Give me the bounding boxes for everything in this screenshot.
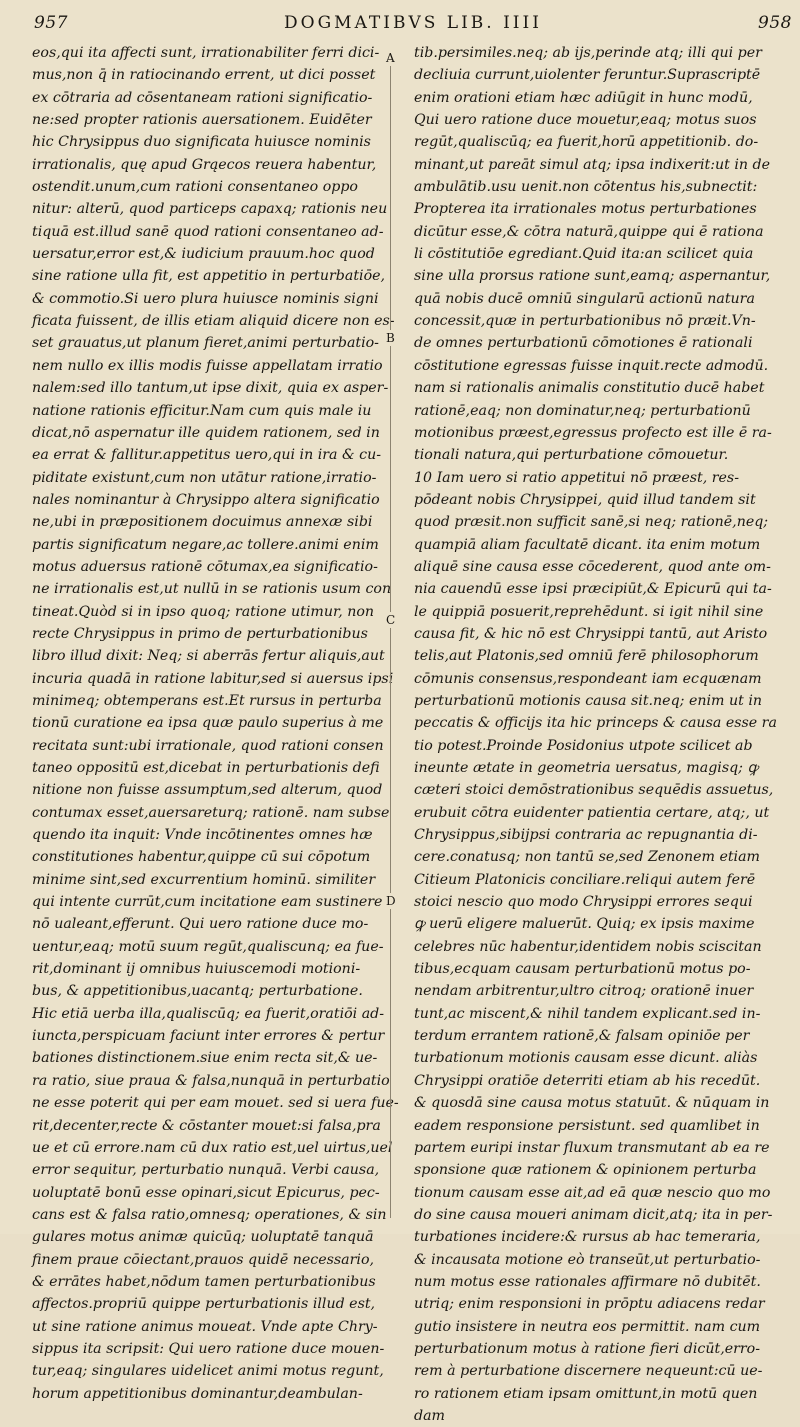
text-line: le quippiā posuerit,reprehēdunt. si igit nihil sine — [414, 603, 764, 620]
text-line: contumax esset,auersareturq; rationē. nam subse — [32, 804, 390, 821]
text-line: tionum causam esse ait,ad eā quæ nescio quo mo — [414, 1184, 771, 1201]
text-line: sine ratione ulla fit, est appetitio in perturbatiōe, — [32, 268, 386, 285]
text-line: terdum errantem rationē,& falsam opiniōe per — [414, 1028, 750, 1045]
text-line: rationē,eaq; non dominatur,neq; perturbationū — [414, 402, 751, 419]
text-line: nendam arbitrentur,ultro citroq; orationē inuer — [414, 983, 754, 1000]
page-header — [0, 6, 800, 40]
text-line: stoici nescio quo modo Chrysippi errores sequi — [414, 894, 753, 911]
text-line: mus,non q̄ in ratiocinando errent, ut dici posset — [32, 67, 376, 84]
text-line: tib.persimiles.neq; ab ijs,perinde atq; illi qui per — [414, 45, 762, 61]
text-line: irrationalis, quę apud Grąecos reuera habentur, — [32, 156, 377, 173]
text-line: nitur: alterū, quod particeps capaxq; rationis neu — [32, 201, 388, 218]
text-line: gutio insistere in neutra eos permittit. nam cum — [414, 1318, 761, 1335]
text-line: pōdeant nobis Chrysippei, quid illud tandem sit — [414, 491, 756, 508]
text-line: horum appetitionibus dominantur,deambulan- — [32, 1385, 363, 1402]
right-page-number: 958 — [758, 13, 792, 33]
text-line: cōmunis consensus,respondeant iam ecquænam — [414, 670, 762, 687]
text-line: eos,qui ita affecti sunt, irrationabiliter ferri dici- — [32, 45, 380, 61]
text-line: celebres nūc habentur,identidem nobis sciscitan — [414, 938, 762, 955]
text-line: telis,aut Platonis,sed omniū ferē philosophorum — [414, 648, 759, 665]
text-line: ne irrationalis est,ut nullū in se rationis usum con — [32, 581, 392, 598]
text-line: tiquā est.illud sanē quod rationi consentaneo ad- — [32, 223, 384, 240]
text-line: ne:sed propter rationis auersationem. Euidēter — [32, 112, 372, 129]
text-line: tur,eaq; singulares uidelicet animi motus regunt, — [32, 1363, 384, 1380]
text-line: Chrysippi oratiōe deterriti etiam ab his recedūt. — [414, 1072, 761, 1089]
text-line: minimeq; obtemperans est.Et rursus in perturba — [32, 692, 382, 709]
text-line: causa fit, & hic nō est Chrysippi tantū, aut Aristo — [414, 625, 768, 642]
text-line: sine ulla prorsus ratione sunt,eamq; aspernantur, — [414, 268, 771, 285]
text-line: libro illud dixit: Neq; si aberrās fertur aliquis,aut — [32, 648, 385, 665]
text-line: decliuia currunt,uiolenter feruntur.Suprascriptē — [414, 67, 761, 84]
text-line: nem nullo ex illis modis fuisse appellatam irratio — [32, 357, 383, 374]
text-line: finem praue cōiectant,prauos quidē necessario, — [32, 1251, 375, 1268]
text-line: perturbationū motionis causa sit.neq; enim ut in — [414, 692, 763, 709]
text-line: ne esse poterit qui per eam mouet. sed si uera fue- — [32, 1095, 399, 1112]
margin-letter-d: D — [386, 894, 396, 908]
text-line: partem euripi instar fluxum transmutant ab ea re — [414, 1139, 770, 1156]
text-line: ra ratio, siue praua & falsa,nunquā in perturbatio — [32, 1072, 390, 1089]
text-line: li cōstitutiōe egrediant.Quid ita:an scilicet quia — [414, 246, 754, 263]
text-line: dicat,nō aspernatur ille quidem rationem, sed in — [32, 424, 380, 441]
text-line: ex cōtraria ad cōsentaneam rationi significatio- — [32, 89, 373, 106]
text-line: ficata fuissent, de illis etiam aliquid dicere non es- — [32, 313, 395, 330]
text-line: concessit,quæ in perturbationibus nō præit.Vn- — [414, 313, 756, 330]
text-line: eadem responsione persistunt. sed quamlibet in — [414, 1117, 760, 1134]
text-line: & quosdā sine causa motus statuūt. & nūquam in — [414, 1095, 770, 1112]
text-line: Citieum Platonicis conciliare.reliqui autem ferē — [414, 871, 756, 888]
text-line: dam — [414, 1407, 445, 1424]
text-line: dicūtur esse,& cōtra naturā,quippe qui ē rationa — [414, 223, 764, 240]
margin-letter-a: A — [386, 51, 395, 65]
text-line: aliquē sine causa esse cōcederent, quod ante om- — [414, 558, 771, 575]
text-line: nales nominantur à Chrysippo altera significatio — [32, 491, 380, 508]
margin-letter-c: C — [386, 613, 396, 627]
text-line: Qui uero ratione duce mouetur,eaq; motus suos — [414, 112, 757, 129]
text-line: Propterea ita irrationales motus perturbationes — [414, 201, 757, 218]
text-line: recitata sunt:ubi irrationale, quod rationi consen — [32, 737, 384, 754]
text-line: turbationum motionis causam esse dicunt. aliàs — [414, 1050, 758, 1067]
column-divider — [390, 58, 391, 1218]
text-line: uersatur,error est,& iudicium prauum.hoc quod — [32, 246, 375, 263]
text-line: sponsione quæ rationem & opinionem perturba — [414, 1162, 757, 1179]
text-line: tunt,ac miscent,& nihil tandem explicant.sed in- — [414, 1005, 761, 1022]
text-line: enim orationi etiam hæc adiūgit in hunc modū, — [414, 89, 753, 106]
text-line: incuria quadā in ratione labitur,sed si auersus ipsi — [32, 670, 394, 687]
text-line: error sequitur, perturbatio nunquā. Verbi causa, — [32, 1162, 380, 1179]
text-line: nia cauendū esse ipsi præcipiūt,& Epicurū qui ta- — [414, 581, 772, 598]
text-line: quendo ita inquit: Vnde incōtinentes omnes hæ — [32, 827, 373, 844]
text-line: turbationes incidere:& rursus ab hac temeraria, — [414, 1229, 761, 1246]
text-line: tionali natura,qui perturbatione cōmouetur. — [414, 447, 729, 464]
text-line: hic Chrysippus duo significata huiusce nominis — [32, 134, 371, 151]
text-line: partis significatum negare,ac tollere.animi enim — [32, 536, 379, 553]
text-line: rit,decenter,recte & cōstanter mouet:si falsa,pra — [32, 1117, 381, 1134]
text-line: nalem:sed illo tantum,ut ipse dixit, quia ex asper- — [32, 380, 389, 397]
text-line: ro rationem etiam ipsam omittunt,in motū quen — [414, 1385, 758, 1402]
text-line: tibus,ecquam causam perturbationū motus po- — [414, 961, 751, 978]
text-line: recte Chrysippus in primo de perturbationibus — [32, 625, 368, 642]
text-line: do sine causa moueri animam dicit,atq; ita in per- — [414, 1206, 773, 1223]
text-line: perturbationum motus à ratione fieri dicūt,erro- — [414, 1340, 760, 1357]
text-line: cans est & falsa ratio,omnesq; operationes, & sin — [32, 1206, 387, 1223]
text-line: ꝙ uerū eligere maluerūt. Quiq; ex ipsis maxime — [414, 916, 755, 933]
text-line: & errātes habet,nōdum tamen perturbationibus — [32, 1273, 376, 1290]
text-line: cere.conatusq; non tantū se,sed Zenonem etiam — [414, 849, 761, 866]
text-line: quampiā aliam facultatē dicant. ita enim motum — [414, 536, 761, 553]
text-line: piditate existunt,cum non utātur ratione,irratio- — [32, 469, 377, 486]
text-line: num motus esse rationales affirmare nō dubitēt. — [414, 1273, 761, 1290]
text-line: tineat.Quòd si in ipso quoq; ratione utimur, non — [32, 603, 375, 620]
text-line: quā nobis ducē omniū singularū actionū natura — [414, 290, 755, 307]
text-line: qui intente currūt,cum incitatione eam sustinere — [32, 894, 383, 911]
text-line: bus, & appetitionibus,uacantq; perturbatione. — [32, 983, 363, 1000]
text-line: uentur,eaq; motū suum regūt,qualiscunq; ea fue- — [32, 938, 384, 955]
text-line: nam si rationalis animalis constitutio ducē habet — [414, 380, 765, 397]
text-line: constitutiones habentur,quippe cū sui cōpotum — [32, 849, 371, 866]
text-line: nitione non fuisse assumptum,sed alterum, quod — [32, 782, 383, 799]
text-line: ue et cū errore.nam cū dux ratio est,uel uirtus,uel — [32, 1139, 393, 1156]
text-line: quod præsit.non sufficit sanē,si neq; rationē,neq; — [414, 514, 769, 531]
right-column — [414, 42, 796, 1424]
text-line: utriq; enim responsioni in prōptu adiacens redar — [414, 1296, 765, 1313]
text-line: cōstitutione egressas fuisse inquit.recte admodū. — [414, 357, 769, 374]
text-line: sippus ita scripsit: Qui uero ratione duce mouen- — [32, 1340, 385, 1357]
text-line: natione rationis efficitur.Nam cum quis male iu — [32, 402, 372, 419]
text-line: nō ualeant,efferunt. Qui uero ratione duce mo- — [32, 916, 369, 933]
text-line: tionū curatione ea ipsa quæ paulo superius à me — [32, 715, 384, 732]
text-line: ambulātib.usu uenit.non cōtentus his,subnectit: — [414, 179, 758, 196]
text-line: Chrysippus,sibijpsi contraria ac repugnantia di- — [414, 827, 758, 844]
text-line: ineunte ætate in geometria uersatus, magisq; ꝙ — [414, 760, 759, 776]
text-line: motionibus præest,egressus profecto est ille ē ra- — [414, 424, 772, 441]
text-line: ea errat & fallitur.appetitus uero,qui in ira & cu- — [32, 447, 382, 464]
text-line: ut sine ratione animus moueat. Vnde apte Chry- — [32, 1318, 378, 1335]
text-line: gulares motus animæ quicūq; uoluptatē tanquā — [32, 1229, 374, 1246]
text-line: affectos.propriū quippe perturbationis illud est, — [32, 1296, 376, 1313]
text-line: uoluptatē bonū esse opinari,sicut Epicurus, pec- — [32, 1184, 380, 1201]
text-line: & commotio.Si uero plura huiusce nominis signi — [32, 290, 379, 307]
margin-letter-b: B — [386, 331, 395, 345]
text-line: bationes distinctionem.siue enim recta sit,& ue- — [32, 1050, 378, 1067]
text-line: peccatis & officijs ita hic princeps & causa esse ra — [414, 715, 777, 732]
text-line: minime sint,sed excurrentium hominū. similiter — [32, 871, 376, 888]
text-line: rem à perturbatione discernere nequeunt:cū ue- — [414, 1363, 763, 1380]
text-line: 10 Iam uero si ratio appetitui nō præest, res- — [414, 469, 739, 486]
text-line: ostendit.unum,cum rationi consentaneo oppo — [32, 179, 358, 196]
running-title: DOGMATIBVS LIB. IIII — [284, 13, 542, 33]
text-line: set grauatus,ut planum fieret,animi perturbatio- — [32, 335, 379, 352]
text-line: iuncta,perspicuam faciunt inter errores & pertur — [32, 1028, 385, 1045]
text-line: cæteri stoici demōstrationibus sequēdis assuetus, — [414, 782, 774, 799]
text-line: de omnes perturbationū cōmotiones ē rationali — [414, 335, 753, 352]
text-line: motus aduersus rationē cōtumax,ea significatio- — [32, 558, 378, 575]
text-line: rit,dominant ij omnibus huiuscemodi motioni- — [32, 961, 361, 978]
text-line: regūt,qualiscūq; ea fuerit,horū appetitionib. do- — [414, 134, 759, 151]
left-page-number: 957 — [34, 13, 68, 33]
text-line: tio potest.Proinde Posidonius utpote scilicet ab — [414, 737, 753, 754]
left-column — [32, 42, 399, 1402]
text-line: taneo oppositū est,dicebat in perturbationis defi — [32, 760, 380, 776]
text-line: ne,ubi in præpositionem docuimus annexæ sibi — [32, 514, 373, 531]
text-line: Hic etiā uerba illa,qualiscūq; ea fuerit,oratiōi ad- — [32, 1005, 385, 1022]
text-line: erubuit cōtra euidenter patientia certare, atq;, ut — [414, 804, 770, 821]
text-line: & incausata motione eò transeūt,ut perturbatio- — [414, 1251, 761, 1268]
text-line: minant,ut pareāt simul atq; ipsa indixerit:ut in de — [414, 156, 771, 173]
